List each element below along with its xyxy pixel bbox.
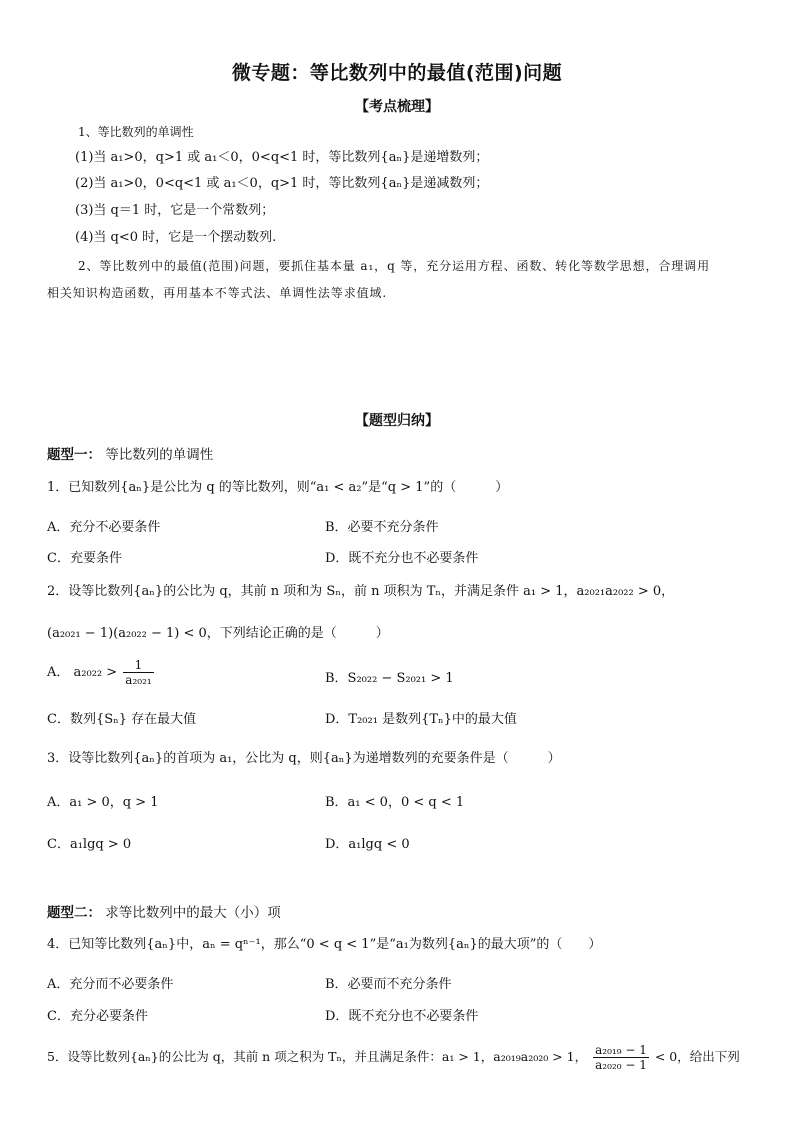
point-heading-2: 2、等比数列中的最值(范围)问题，要抓住基本量 a₁，q 等，充分运用方程、函数、转化等数学思想，合理调用: [78, 259, 710, 273]
question-3-option-b: B．a₁ < 0，0 < q < 1: [325, 795, 465, 810]
question-4-option-a: A．充分而不必要条件: [47, 977, 174, 992]
question-1-option-a: A．充分不必要条件: [47, 520, 161, 535]
point-line-4: (4)当 q<0 时，它是一个摆动数列.: [75, 230, 277, 245]
fraction-denominator: a₂₀₂₀ − 1: [595, 1058, 647, 1072]
question-2-option-a: [47, 658, 156, 687]
question-2-stem-line-1: 2．设等比数列{aₙ}的公比为 q，其前 n 项和为 Sₙ，前 n 项积为 Tₙ，并满足条件 a₁ > 1，a₂₀₂₁a₂₀₂₂ > 0，: [47, 584, 675, 599]
section-heading-question-types: 【题型归纳】: [355, 413, 439, 429]
question-2-option-b: B．S₂₀₂₂ − S₂₀₂₁ > 1: [325, 671, 454, 686]
question-type-text: 等比数列的单调性: [105, 447, 214, 463]
question-type-text: 求等比数列中的最大（小）项: [105, 905, 281, 921]
question-4-option-d: D．既不充分也不必要条件: [325, 1009, 479, 1024]
question-5-stem-tail: < 0，给出下列: [654, 1049, 740, 1064]
point-heading-2-cont: 相关知识构造函数，再用基本不等式法、单调性法等求值域.: [47, 286, 388, 300]
option-a-lhs: a₂₀₂₂ >: [73, 665, 118, 680]
question-1-stem: 1．已知数列{aₙ}是公比为 q 的等比数列，则“a₁ < a₂”是“q > 1”的（ ）: [47, 480, 509, 495]
section-heading-key-points: 【考点梳理】: [355, 99, 439, 115]
question-1-option-b: B．必要不充分条件: [325, 520, 439, 535]
question-3-option-a: A．a₁ > 0，q > 1: [47, 795, 159, 810]
question-3-option-c: C．a₁lgq > 0: [47, 837, 132, 852]
option-letter: A．: [47, 665, 70, 680]
point-line-3: (3)当 q＝1 时，它是一个常数列；: [75, 203, 275, 218]
point-line-1: (1)当 a₁>0，q>1 或 a₁＜0，0<q<1 时，等比数列{aₙ}是递增数列；: [75, 150, 489, 165]
option-a-fraction: [123, 658, 153, 687]
point-line-2: (2)当 a₁>0，0<q<1 或 a₁＜0，q>1 时，等比数列{aₙ}是递减数列；: [75, 176, 489, 191]
question-2-option-c: C．数列{Sₙ} 存在最大值: [47, 712, 197, 727]
question-3-option-d: D．a₁lgq < 0: [325, 837, 410, 852]
question-2-option-d: D．T₂₀₂₁ 是数列{Tₙ}中的最大值: [325, 712, 517, 727]
question-1-option-d: D．既不充分也不必要条件: [325, 551, 479, 566]
question-type-2: [47, 901, 281, 921]
question-3-stem: 3．设等比数列{aₙ}的首项为 a₁，公比为 q，则{aₙ}为递增数列的充要条件是（ ）: [47, 751, 561, 766]
fraction-numerator: 1: [123, 658, 153, 673]
question-1-option-c: C．充要条件: [47, 551, 122, 566]
point-heading-1: 1、等比数列的单调性: [78, 125, 194, 139]
fraction-denominator: a₂₀₂₁: [125, 673, 152, 687]
question-type-label: 题型一：: [47, 447, 101, 463]
question-5-stem-text: 5．设等比数列{aₙ}的公比为 q，其前 n 项之积为 Tₙ，并且满足条件：a₁ > 1，a₂₀₁₉a₂₀₂₀ > 1，: [47, 1049, 588, 1064]
question-5-stem: [47, 1043, 740, 1072]
question-2-stem-line-2: (a₂₀₂₁ − 1)(a₂₀₂₂ − 1) < 0，下列结论正确的是（ ）: [47, 626, 389, 641]
question-5-fraction: [593, 1043, 649, 1072]
fraction-numerator: a₂₀₁₉ − 1: [595, 1043, 647, 1057]
page-title: 微专题：等比数列中的最值(范围)问题: [231, 62, 563, 84]
question-4-stem: 4．已知等比数列{aₙ}中，aₙ = qⁿ⁻¹，那么“0 < q < 1”是“a₁为数列{aₙ}的最大项”的（ ）: [47, 937, 602, 952]
question-4-option-b: B．必要而不充分条件: [325, 977, 452, 992]
question-4-option-c: C．充分必要条件: [47, 1009, 148, 1024]
question-type-label: 题型二：: [47, 905, 101, 921]
question-type-1: [47, 443, 213, 463]
